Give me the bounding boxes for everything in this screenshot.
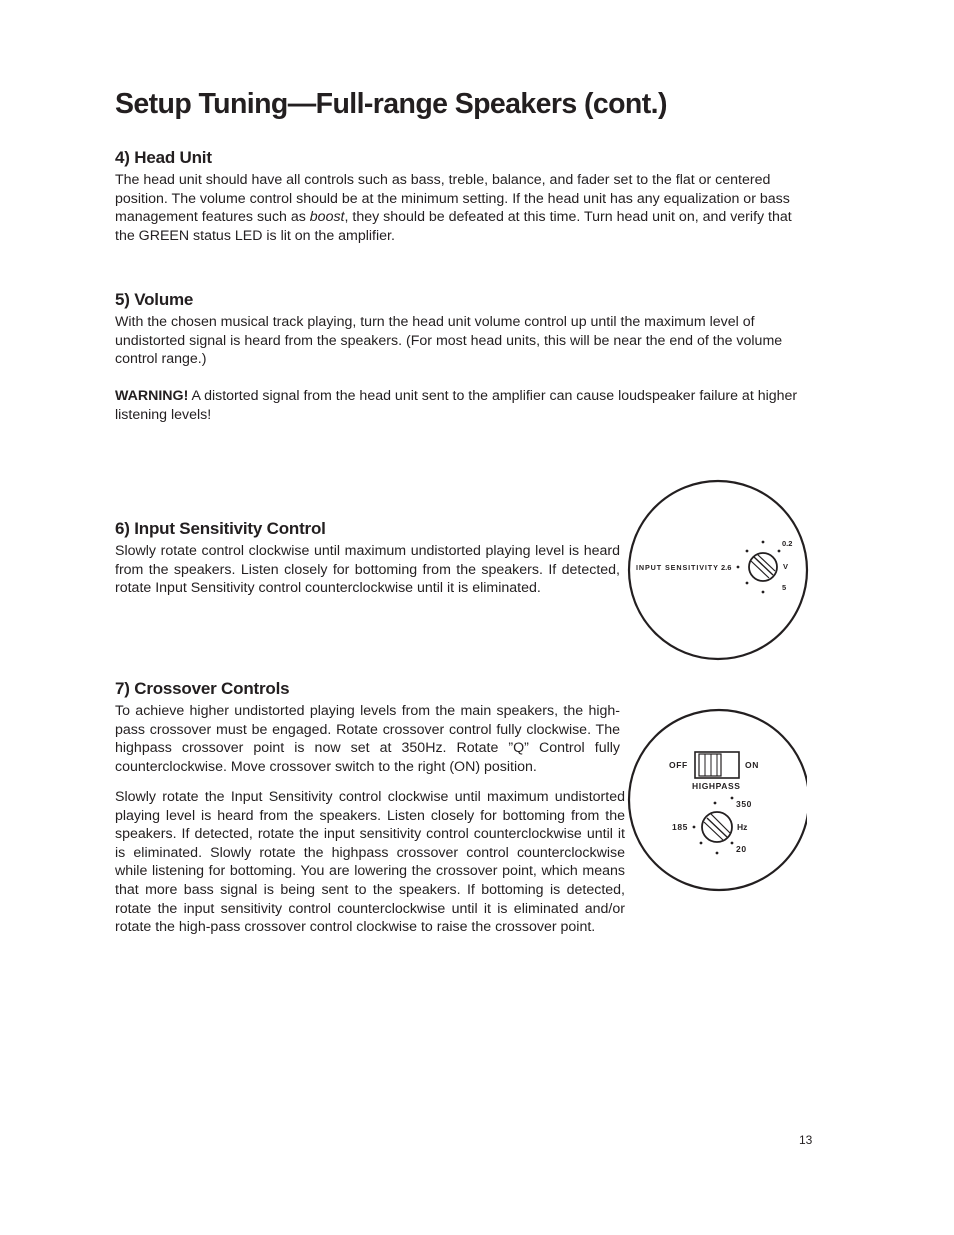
highpass-max-value: 350	[736, 799, 752, 809]
highpass-knob	[702, 812, 732, 842]
input-sensitivity-diagram	[626, 478, 810, 662]
tick-dot	[731, 842, 734, 845]
diagram-outline-circle	[629, 710, 809, 890]
tick-dot	[746, 550, 749, 553]
sensitivity-max-value: 0.2	[782, 539, 793, 548]
switch-on-label: ON	[745, 760, 759, 770]
section-heading-volume: 5) Volume	[115, 290, 194, 309]
head-unit-paragraph	[115, 171, 815, 245]
warning-text: A distorted signal from the head unit sent to the amplifier can cause loudspeaker failure at higher listening levels!	[115, 388, 798, 423]
head-unit-text-2: , they should be defeated at this time. Turn head unit on, and verify that the GREEN status LED is lit on the amplifier.	[115, 209, 792, 244]
tick-dot	[714, 802, 717, 805]
crossover-switch	[695, 752, 739, 778]
highpass-mid-value: 185	[672, 822, 688, 832]
tick-dot	[693, 826, 696, 829]
tick-dot	[737, 566, 740, 569]
head-unit-italic-term: boost	[309, 209, 345, 226]
tick-dot	[778, 550, 781, 553]
warning-paragraph	[115, 387, 815, 424]
highpass-label: HIGHPASS	[692, 781, 741, 791]
head-unit-text-1: The head unit should have all controls such as bass, treble, balance, and fader set to the flat or centered position. The volume control should be at the minimum setting. If the head unit has any equalization or bass management features such as	[115, 172, 790, 226]
section-heading-input-sensitivity: 6) Input Sensitivity Control	[115, 519, 326, 538]
crossover-paragraph-1: To achieve higher undistorted playing levels from the main speakers, the high-pass crossover must be engaged. Rotate crossover control fully clockwise. The highpass crossover point is now set at 350Hz. Rotate ”Q” Control fully counterclockwise. Move crossover switch to the right (ON) position.	[115, 703, 620, 775]
input-sensitivity-paragraph: Slowly rotate control clockwise until maximum undistorted playing level is heard from the speakers. Listen closely for bottoming from the speakers. If detected, rotate Input Sensitivity control counterclockwise until it is eliminated.	[115, 543, 620, 597]
sensitivity-unit: V	[783, 562, 789, 571]
tick-dot	[731, 797, 734, 800]
warning-label: WARNING!	[115, 388, 189, 404]
tick-dot	[746, 582, 749, 585]
highpass-unit: Hz	[737, 822, 748, 832]
tick-dot	[716, 852, 719, 855]
sensitivity-mid-value: 2.6	[721, 563, 732, 572]
sensitivity-knob	[749, 553, 777, 581]
section-heading-head-unit: 4) Head Unit	[115, 148, 212, 167]
tick-dot	[762, 591, 765, 594]
crossover-paragraph-2: Slowly rotate the Input Sensitivity control clockwise until maximum undistorted playing level is heard from the speakers. Listen closely for bottoming from the speakers. If detected, rotate the input sensitivity control counterclockwise until it is eliminated. Slowly rotate the highpass crossover control counterclockwise while listening for bottoming. You are lowering the crossover point, which means that more bass signal is being sent to the speakers. If bottoming is detected, rotate the input sensitivity control counterclockwise until it is eliminated and/or rotate the high-pass crossover control clockwise to raise the crossover point.	[115, 789, 625, 936]
tick-dot	[700, 842, 703, 845]
page-number: 13	[799, 1133, 813, 1147]
highpass-diagram	[625, 706, 809, 896]
section-heading-crossover: 7) Crossover Controls	[115, 679, 290, 698]
tick-dot	[762, 541, 765, 544]
sensitivity-min-value: 5	[782, 583, 787, 592]
highpass-min-value: 20	[736, 844, 747, 854]
volume-paragraph: With the chosen musical track playing, turn the head unit volume control up until the maximum level of undistorted signal is heard from the speakers. (For most head units, this will be near the end of the volume control range.)	[115, 314, 783, 368]
page-title: Setup Tuning—Full-range Speakers (cont.)	[115, 88, 667, 120]
input-sensitivity-label: INPUT SENSITIVITY	[636, 563, 719, 572]
switch-off-label: OFF	[669, 760, 688, 770]
